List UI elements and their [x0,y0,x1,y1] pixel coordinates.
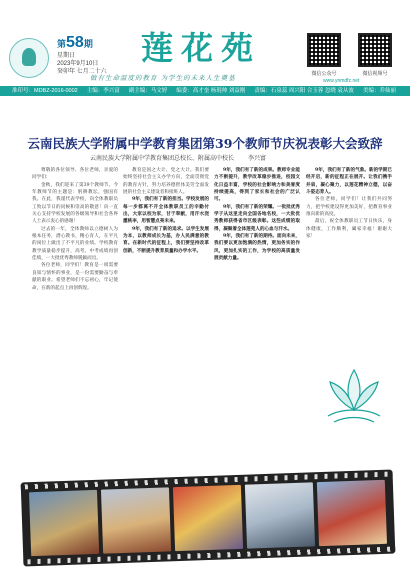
byline-name: 李兴富 [247,155,266,162]
paragraph: 9年，我们有了新的追求。以学生发展为本，以教师成长为基，办人民满意的教育。在新时代的征程上，我们要坚持改革创新，不断提升教育质量和办学水平。 [123,226,209,254]
photo-row [29,480,387,556]
issue-number: 第58期 [57,34,93,51]
event-photo[interactable] [245,482,315,548]
paragraph: 9年，我们有了新的担当。学校发展的每一步都离不开全体教职员工的辛勤付出，大家以校为家，甘于奉献，用汗水浇灌桃李，用智慧点亮未来。 [123,197,209,225]
staff-bar [0,86,410,96]
paragraph: 9年，我们有了新的期待。面向未来，我们要以更加饱满的热情，更加务实的作风，更加扎实的工作，为学校的高质量发展贡献力量。 [214,234,300,262]
lunar-date: 癸卯年 七月二十六 [57,69,107,75]
qr2-label: 微信视频号 [362,71,388,77]
paragraph: 金秋，我们迎来了第39个教师节。今年教师节的主题是：躬耕教坛，强国有我。在此，我谨代表学校，向全体教职员工致以节日的问候和崇高的敬意！向一直关心支持学校发展的各级领导和社会各界人士表示衷心的感谢！ [32,182,118,225]
article-column-2 [123,167,209,467]
event-photo[interactable] [29,490,99,556]
paragraph: 各位老师，同学们！教育是一项需要良知与情怀的事业，是一份需要勤奋与奉献的职业。希望老师们不忘初心，牢记使命，在新的起点上再创辉煌。 [32,263,118,291]
paragraph: 9年，我们有了新的气象。新的学期已经开启，新的征程正在展开。让我们携手并肩，凝心聚力，以莲花精神立德，以奋斗姿态育人。 [306,168,392,196]
article-column-1 [32,167,118,467]
slogan: 做有生命温度的教育 为学生的未来人生奠基 [90,74,236,82]
wechat-qr-icon[interactable] [307,33,341,67]
event-photo[interactable] [101,487,171,553]
paragraph: 教育是国之大计、党之大计。我们要始终坚持社会主义办学方向，全面贯彻党的教育方针，努力培养德智体美劳全面发展的社会主义建设者和接班人。 [123,168,209,196]
masthead [0,0,410,92]
issue-info [57,34,129,76]
article-column-3 [214,167,300,467]
qr1-label: 微信公众号 [311,71,337,77]
staff-art: 美编：乔仙丽 [362,88,396,94]
article-headline: 云南民族大学附属中学教育集团第39个教师节庆祝表彰大会致辞 [27,136,383,151]
newspaper-title: 莲花苑 [140,29,261,67]
issue-date: 2023年9月10日 [57,61,99,67]
serial-number: 准印号：MDBZ-2016-0002 [12,88,78,94]
weekday: 星期日 [57,53,76,59]
paragraph: 最后，祝全体教职员工节日快乐，身体健康，工作顺利，阖家幸福！谢谢大家！ [306,219,392,240]
lotus-icon [318,360,390,430]
video-qr-icon[interactable] [358,33,392,67]
byline-org: 云南民族大学附属中学教育集团总校长、附属高中校长 [90,155,235,162]
website-link[interactable]: www.ynmdfz.net [323,78,360,84]
photo-filmstrip [21,470,396,567]
paragraph: 各位老师，同学们！让我们共同努力，把学校建设得更加美好，把教育事业推向新的高度。 [306,197,392,218]
paragraph: 尊敬的各位领导、各位老师，亲爱的同学们： [32,168,118,181]
staff-editor: 主编：李兴富 [86,88,120,94]
event-photo[interactable] [317,480,387,546]
staff-board: 编委：高才奎 杨琨帅 刘益刚 [176,88,246,94]
paragraph: 9年，我们有了新的成果。教师专业能力不断提升，教学改革稳步推进，校园文化日益丰富，学校的社会影响力和美誉度持续提高，得到了家长和社会的广泛认可。 [214,168,300,203]
paragraph: 过去的一年，全体教师以立德树人为根本任务，潜心教书，精心育人，在平凡的岗位上做出了不平凡的业绩。学校教育教学质量稳步提升，高考、中考成绩再创佳绩，一大批优秀教师脱颖而出。 [32,226,118,262]
paragraph: 9年，我们有了新的荣耀。一批批优秀学子从这里走向全国各地名校，一大批优秀教师获得省市区级表彰。这些成绩的取得，凝聚着全体莲苑人的心血与汗水。 [214,204,300,232]
staff-duty: 责编：石泉蕊 周兴阳 合玉蓉 忽晓 袁从波 [254,88,354,94]
event-photo[interactable] [173,485,243,551]
article-column-4 [306,167,392,345]
school-logo-icon [9,38,49,78]
article-byline [90,153,390,162]
staff-deputy: 副主编：马文婷 [128,88,168,94]
